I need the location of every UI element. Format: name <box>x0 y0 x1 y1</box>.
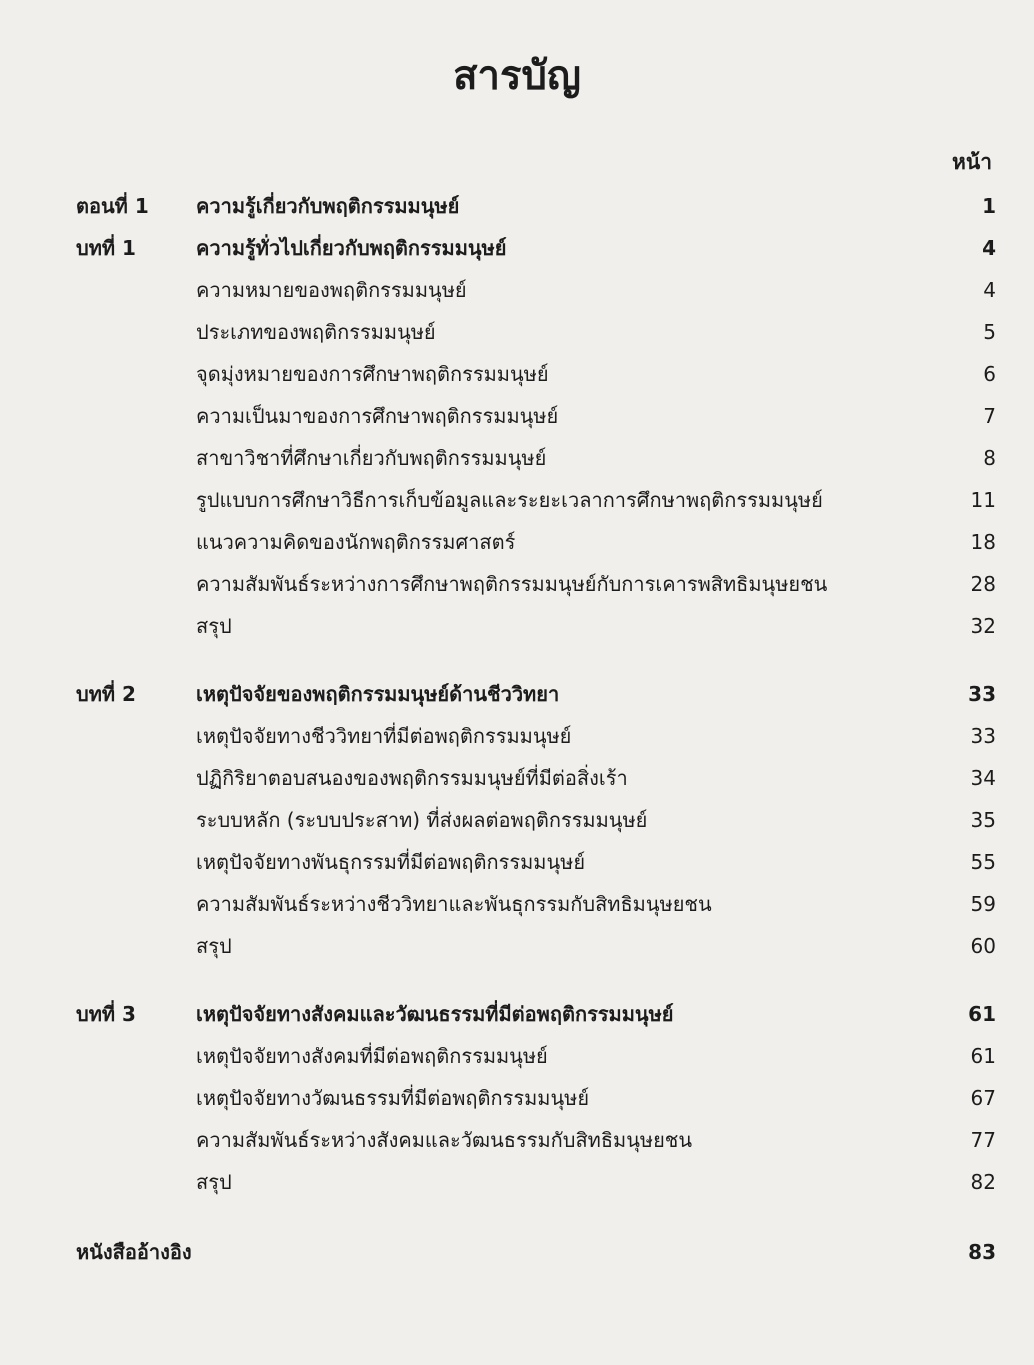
toc-subentry <box>0 1166 1034 1198</box>
entry-label: บทที่ 2 <box>76 682 136 706</box>
entry-page: 6 <box>983 362 996 386</box>
entry-label: ตอนที่ 1 <box>76 194 149 218</box>
toc-subentry <box>0 358 1034 390</box>
toc-subentry <box>0 762 1034 794</box>
entry-title: เหตุปัจจัยทางชีววิทยาที่มีต่อพฤติกรรมมนุษย์ <box>196 724 572 748</box>
entry-page: 7 <box>983 404 996 428</box>
toc-subentry <box>0 442 1034 474</box>
toc-entry-part-1 <box>0 190 1034 222</box>
entry-title: สรุป <box>196 614 232 638</box>
entry-page: 77 <box>970 1128 996 1152</box>
entry-page: 34 <box>970 766 996 790</box>
toc-subentry <box>0 846 1034 878</box>
toc-subentry <box>0 568 1034 600</box>
entry-page: 35 <box>970 808 996 832</box>
entry-page: 4 <box>982 236 996 260</box>
entry-page: 18 <box>970 530 996 554</box>
entry-page: 11 <box>970 488 996 512</box>
entry-title: สรุป <box>196 934 232 958</box>
entry-title: ระบบหลัก (ระบบประสาท) ที่ส่งผลต่อพฤติกรรมมนุษย์ <box>196 808 648 832</box>
entry-title: สรุป <box>196 1170 232 1194</box>
entry-page: 67 <box>970 1086 996 1110</box>
entry-page: 83 <box>968 1240 996 1264</box>
entry-page: 82 <box>970 1170 996 1194</box>
toc-entry-chapter-1 <box>0 232 1034 264</box>
toc-entry-chapter-2 <box>0 678 1034 710</box>
entry-page: 55 <box>970 850 996 874</box>
toc-entry-chapter-3 <box>0 998 1034 1030</box>
entry-title: เหตุปัจจัยทางวัฒนธรรมที่มีต่อพฤติกรรมมนุษย์ <box>196 1086 590 1110</box>
entry-title: ความเป็นมาของการศึกษาพฤติกรรมมนุษย์ <box>196 404 559 428</box>
toc-subentry <box>0 400 1034 432</box>
toc-subentry <box>0 1124 1034 1156</box>
entry-page: 8 <box>983 446 996 470</box>
entry-page: 5 <box>983 320 996 344</box>
toc-subentry <box>0 930 1034 962</box>
toc-subentry <box>0 274 1034 306</box>
entry-page: 33 <box>970 724 996 748</box>
entry-title: ความสัมพันธ์ระหว่างชีววิทยาและพันธุกรรมกับสิทธิมนุษยชน <box>196 892 712 916</box>
entry-title: เหตุปัจจัยทางพันธุกรรมที่มีต่อพฤติกรรมมนุษย์ <box>196 850 586 874</box>
toc-subentry <box>0 720 1034 752</box>
entry-page: 28 <box>970 572 996 596</box>
entry-title: แนวความคิดของนักพฤติกรรมศาสตร์ <box>196 530 516 554</box>
entry-title: ความรู้เกี่ยวกับพฤติกรรมมนุษย์ <box>196 194 460 218</box>
toc-subentry <box>0 526 1034 558</box>
page-title: สารบัญ <box>453 53 581 99</box>
entry-title: เหตุปัจจัยของพฤติกรรมมนุษย์ด้านชีววิทยา <box>196 682 560 706</box>
entry-title: สาขาวิชาที่ศึกษาเกี่ยวกับพฤติกรรมมนุษย์ <box>196 446 547 470</box>
toc-subentry <box>0 1040 1034 1072</box>
entry-title: ปฏิกิริยาตอบสนองของพฤติกรรมมนุษย์ที่มีต่อสิ่งเร้า <box>196 766 628 790</box>
page-column-header: หน้า <box>952 150 992 174</box>
toc-subentry <box>0 316 1034 348</box>
entry-title: เหตุปัจจัยทางสังคมและวัฒนธรรมที่มีต่อพฤติกรรมมนุษย์ <box>196 1002 674 1026</box>
entry-title: เหตุปัจจัยทางสังคมที่มีต่อพฤติกรรมมนุษย์ <box>196 1044 548 1068</box>
entry-page: 59 <box>970 892 996 916</box>
entry-page: 4 <box>983 278 996 302</box>
entry-label: บทที่ 3 <box>76 1002 136 1026</box>
entry-page: 61 <box>970 1044 996 1068</box>
entry-page: 60 <box>970 934 996 958</box>
toc-subentry <box>0 804 1034 836</box>
entry-label: บทที่ 1 <box>76 236 136 260</box>
entry-title: ความสัมพันธ์ระหว่างการศึกษาพฤติกรรมมนุษย์กับการเคารพสิทธิมนุษยชน <box>196 572 828 596</box>
entry-page: 61 <box>968 1002 996 1026</box>
toc-subentry <box>0 610 1034 642</box>
entry-page: 33 <box>968 682 996 706</box>
entry-page: 32 <box>970 614 996 638</box>
entry-label: หนังสืออ้างอิง <box>76 1240 192 1264</box>
entry-title: ความรู้ทั่วไปเกี่ยวกับพฤติกรรมมนุษย์ <box>196 236 507 260</box>
toc-subentry <box>0 1082 1034 1114</box>
toc-subentry <box>0 484 1034 516</box>
toc-entry-references <box>0 1236 1034 1268</box>
entry-title: ความสัมพันธ์ระหว่างสังคมและวัฒนธรรมกับสิทธิมนุษยชน <box>196 1128 693 1152</box>
toc-subentry <box>0 888 1034 920</box>
entry-title: รูปแบบการศึกษาวิธีการเก็บข้อมูลและระยะเวลาการศึกษาพฤติกรรมมนุษย์ <box>196 488 823 512</box>
entry-title: จุดมุ่งหมายของการศึกษาพฤติกรรมมนุษย์ <box>196 362 549 386</box>
entry-title: ความหมายของพฤติกรรมมนุษย์ <box>196 278 467 302</box>
entry-page: 1 <box>982 194 996 218</box>
entry-title: ประเภทของพฤติกรรมมนุษย์ <box>196 320 436 344</box>
